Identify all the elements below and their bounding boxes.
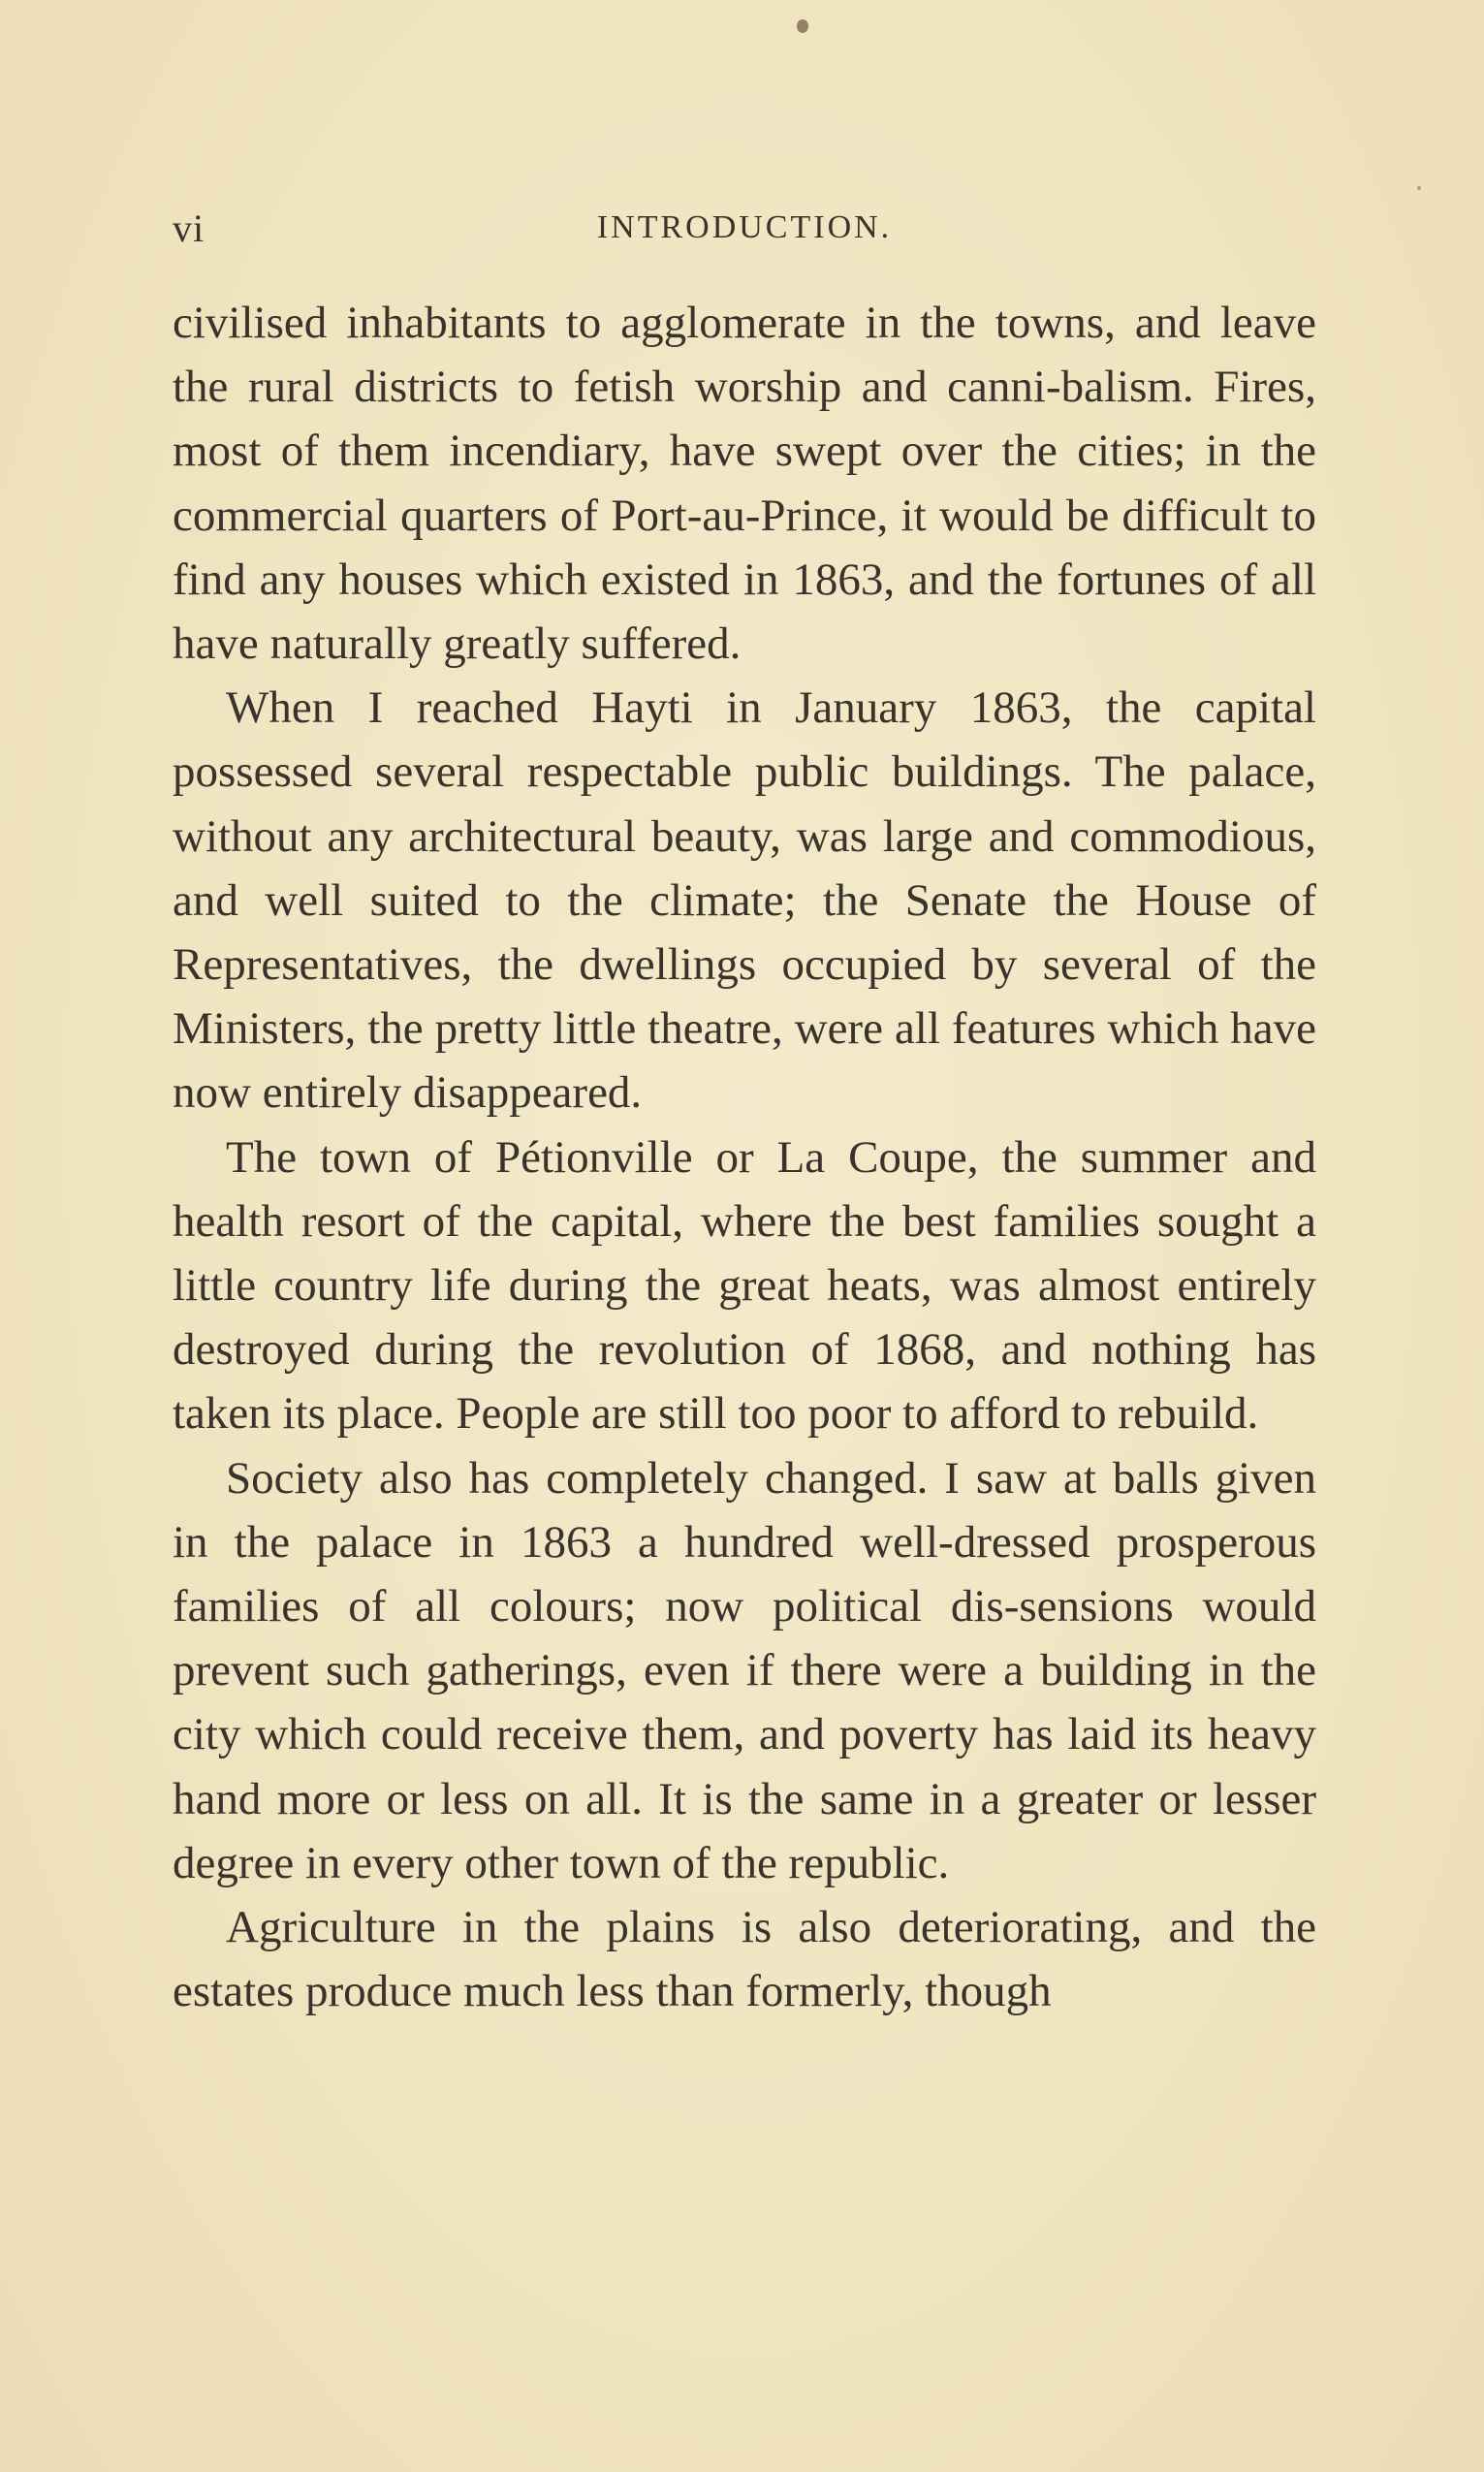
paragraph: When I reached Hayti in January 1863, the capital possessed several respectable public buildings. The palace, without any architectural beauty, was large and commodious, and well suited to the climate; the Senate the House of Representatives, the dwellings occupied by several of the Ministers, the pretty little theatre, were all features which have now entirely disappeared.: [173, 682, 1316, 1119]
paragraph: Agriculture in the plains is also deteriorating, and the estates produce much less than formerly, though: [173, 1902, 1316, 2017]
paragraph: The town of Pétionville or La Coupe, the summer and health resort of the capital, where the best families sought a little country life during the great heats, was almost entirely destroyed during the revolution of 1868, and nothing has taken its place. People are still too poor to afford to rebuild.: [173, 1131, 1316, 1440]
running-head: INTRODUCTION.: [596, 209, 893, 245]
paragraph: Society also has completely changed. I saw at balls given in the palace in 1863 a hundred well-dressed prosperous families of all colours; now political dis-sensions would prevent such gatherings, even if there were a building in the city which could receive them, and poverty has laid its heavy hand more or less on all. It is the same in a greater or lesser degree in every other town of the republic.: [173, 1452, 1316, 1888]
page-number: vi: [173, 206, 205, 250]
paper-blemish: [797, 19, 808, 33]
page-header: [173, 206, 1316, 254]
body-text: [173, 291, 1316, 2023]
paper-blemish: [1417, 186, 1421, 190]
paragraph: civilised inhabitants to agglomerate in the towns, and leave the rural districts to fetish worship and canni-balism. Fires, most of them incendiary, have swept over the cities; in the commercial quarters of Port-au-Prince, it would be difficult to find any houses which existed in 1863, and the fortunes of all have naturally greatly suffered.: [173, 298, 1316, 670]
